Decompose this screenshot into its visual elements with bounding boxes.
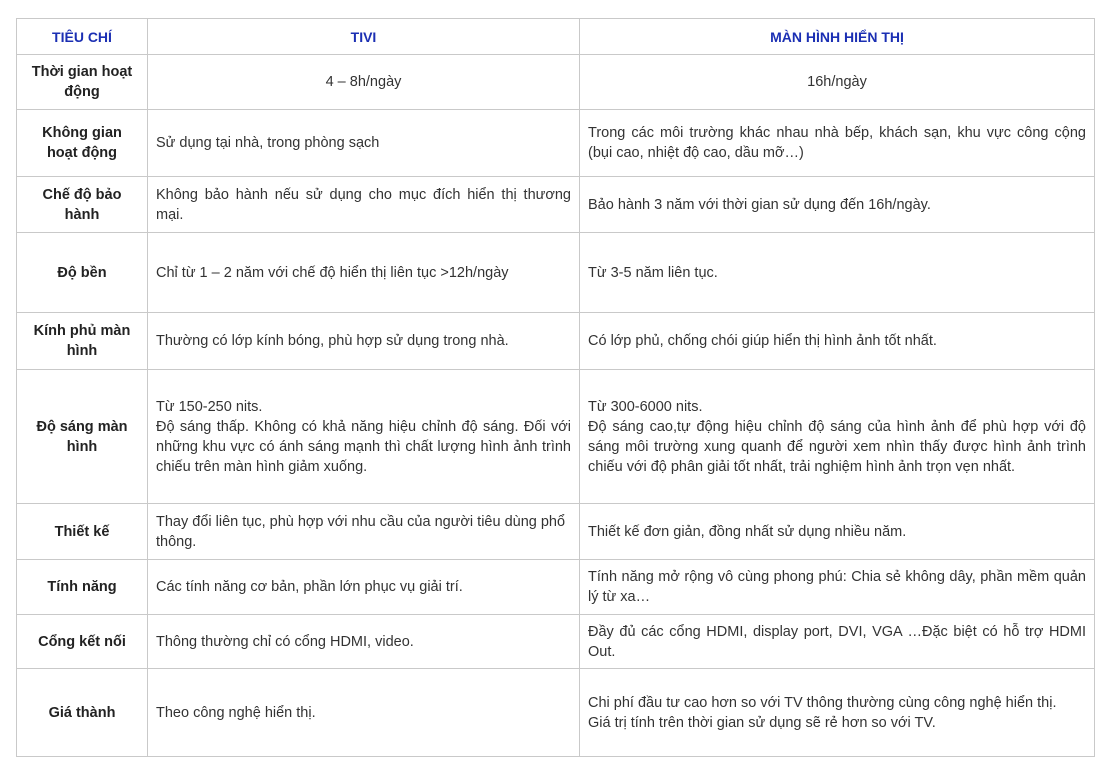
table-row [17, 55, 1095, 110]
screen-cell [580, 504, 1095, 560]
criterion-cell: Thời gian hoạt động [17, 55, 148, 110]
table-row [17, 560, 1095, 615]
tivi-cell [148, 313, 580, 370]
screen-cell [580, 615, 1095, 669]
criterion-cell: Cổng kết nối [17, 615, 148, 669]
criterion-cell: Độ bền [17, 233, 148, 313]
tivi-cell [148, 55, 580, 110]
table-row [17, 177, 1095, 233]
criterion-cell: Tính năng [17, 560, 148, 615]
cell-text: Không bảo hành nếu sử dụng cho mục đích hiển thị thương mại. [156, 186, 571, 223]
screen-cell [580, 669, 1095, 757]
screen-cell [580, 313, 1095, 370]
header-tivi: TIVI [148, 19, 580, 55]
cell-text: 16h/ngày [807, 74, 867, 90]
table-row [17, 313, 1095, 370]
criterion-cell: Độ sáng màn hình [17, 370, 148, 504]
cell-text: Chỉ từ 1 – 2 năm với chế độ hiển thị liên tục >12h/ngày [156, 264, 509, 281]
cell-text: 4 – 8h/ngày [325, 74, 402, 90]
comparison-table [16, 18, 1095, 757]
header-criteria: TIÊU CHÍ [17, 19, 148, 55]
cell-text: Chi phí đầu tư cao hơn so với TV thông thường cùng công nghệ hiển thị. [588, 694, 1057, 711]
tivi-cell [148, 110, 580, 177]
criterion-cell: Thiết kế [17, 504, 148, 560]
screen-cell [580, 560, 1095, 615]
cell-text: Thường có lớp kính bóng, phù hợp sử dụng trong nhà. [156, 333, 509, 349]
tivi-cell [148, 504, 580, 560]
screen-cell [580, 55, 1095, 110]
criterion-cell: Chế độ bảo hành [17, 177, 148, 233]
table-row [17, 370, 1095, 504]
tivi-cell [148, 560, 580, 615]
cell-text: Độ sáng thấp. Không có khả năng hiệu chỉnh độ sáng. Đối với những khu vực có ánh sáng mạnh thì chất lượng hình ảnh trình chiếu trên màn hình giảm xuống. [156, 418, 571, 475]
table-header-row [17, 19, 1095, 55]
cell-text: Có lớp phủ, chống chói giúp hiển thị hình ảnh tốt nhất. [588, 333, 937, 349]
table-row [17, 669, 1095, 757]
tivi-cell [148, 177, 580, 233]
criterion-cell: Không gian hoạt động [17, 110, 148, 177]
cell-text: Trong các môi trường khác nhau nhà bếp, khách sạn, khu vực công cộng (bụi cao, nhiệt độ cao, dầu mỡ…) [588, 125, 1086, 161]
screen-cell [580, 110, 1095, 177]
cell-text: Từ 3-5 năm liên tục. [588, 264, 718, 281]
cell-text: Độ sáng cao,tự động hiệu chỉnh độ sáng của hình ảnh để phù hợp với độ sáng môi trường xung quanh để người xem nhìn thấy được hình ảnh trình chiếu với độ phân giải tốt nhất, trải nghiệm hình ảnh trọn vẹn nhất. [588, 418, 1086, 475]
cell-text: Từ 150-250 nits. [156, 398, 263, 415]
table-row [17, 110, 1095, 177]
cell-text: Tính năng mở rộng vô cùng phong phú: Chia sẻ không dây, phần mềm quản lý từ xa… [588, 569, 1086, 605]
screen-cell [580, 370, 1095, 504]
cell-text: Đầy đủ các cổng HDMI, display port, DVI, VGA …Đặc biệt có hỗ trợ HDMI Out. [588, 623, 1086, 660]
screen-cell [580, 233, 1095, 313]
cell-text: Bảo hành 3 năm với thời gian sử dụng đến 16h/ngày. [588, 196, 931, 213]
cell-text: Các tính năng cơ bản, phần lớn phục vụ giải trí. [156, 579, 463, 595]
cell-text: Giá trị tính trên thời gian sử dụng sẽ rẻ hơn so với TV. [588, 714, 936, 731]
cell-text: Sử dụng tại nhà, trong phòng sạch [156, 135, 380, 151]
screen-cell [580, 177, 1095, 233]
table-row [17, 233, 1095, 313]
tivi-cell [148, 370, 580, 504]
table-row [17, 504, 1095, 560]
cell-text: Theo công nghệ hiển thị. [156, 704, 316, 721]
tivi-cell [148, 233, 580, 313]
cell-text: Thiết kế đơn giản, đồng nhất sử dụng nhiều năm. [588, 523, 907, 540]
criterion-cell: Kính phủ màn hình [17, 313, 148, 370]
criterion-cell: Giá thành [17, 669, 148, 757]
table-row [17, 615, 1095, 669]
tivi-cell [148, 615, 580, 669]
cell-text: Thông thường chỉ có cổng HDMI, video. [156, 633, 414, 650]
tivi-cell [148, 669, 580, 757]
cell-text: Thay đổi liên tục, phù hợp với nhu cầu của người tiêu dùng phổ thông. [156, 513, 566, 550]
cell-text: Từ 300-6000 nits. [588, 398, 703, 415]
header-display-screen: MÀN HÌNH HIỂN THỊ [580, 19, 1095, 55]
